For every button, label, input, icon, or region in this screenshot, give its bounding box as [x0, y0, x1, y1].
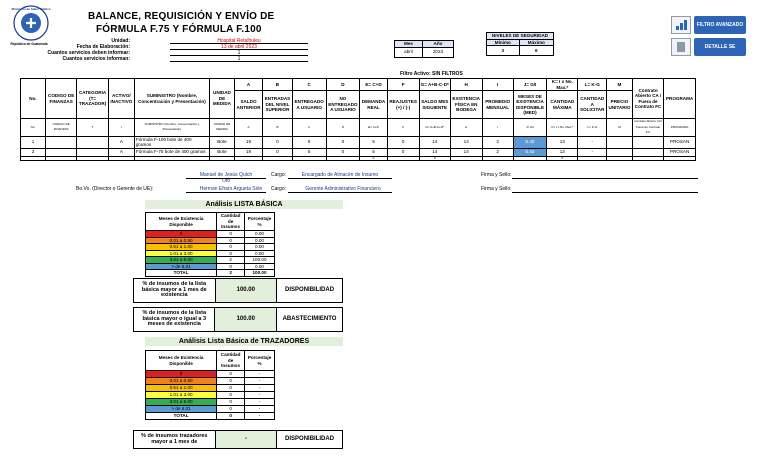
sub-cell: SUMINISTRO (Nombre, Concentración y Presentación) [134, 119, 209, 137]
analisis-trazadores-rows [146, 371, 275, 413]
letter-g: G= A+B-C-D* [419, 79, 450, 91]
cell-promedio: 2 [482, 136, 513, 148]
basica-abast-desc: % de insumos de la lista básica mayor o igual a 3 meses de existencia [134, 308, 215, 332]
sub-cell: K= I x No. Max.* [547, 119, 578, 137]
person2-cargo-line [288, 192, 392, 193]
analisis-trazadores-title: Análisis Lista Básica de TRAZADORES [145, 337, 343, 346]
analysis-row [146, 399, 275, 406]
niveles-title: NIVELES DE SEGURIDAD [487, 33, 554, 40]
traz-disp-value: - [215, 431, 277, 449]
cell-precio[interactable] [607, 148, 633, 156]
cell-categoria[interactable] [77, 148, 109, 156]
ana-basica-col-cantidad: Cantidad de Insumos [217, 213, 245, 231]
maximo-header: Máximo [519, 39, 553, 46]
sub-cell: A [234, 119, 262, 137]
servicios-deben-value[interactable]: 1 [170, 50, 308, 56]
sub-cell: H [450, 119, 482, 137]
ana-traz-total-cantidad: 0 [217, 413, 245, 420]
cell-entregado[interactable]: 5 [292, 136, 326, 148]
cell-entradas[interactable]: 0 [263, 148, 293, 156]
analysis-row [146, 378, 275, 385]
sub-cell: PROGRAMA [664, 119, 696, 137]
col-cantidad-max: CANTIDAD MÁXIMA [547, 91, 578, 119]
sub-cell: T [77, 119, 109, 137]
ana-traz-total-pct: - [245, 413, 275, 420]
basica-abastecimiento-table [133, 307, 343, 332]
main-table [20, 78, 696, 161]
minimo-value[interactable]: 3 [487, 46, 520, 56]
ana-traz-col-cantidad: Cantidad de Insumos [217, 351, 245, 371]
cell-contrato[interactable] [632, 136, 663, 148]
letter-a: A [234, 79, 262, 91]
analisis-basica-rows [146, 231, 275, 270]
letter-h: H [450, 79, 482, 91]
range-label: 0.51 a 1.00 [146, 385, 217, 392]
footer-cell [632, 156, 663, 160]
cell-no-entregado[interactable]: 0 [326, 136, 360, 148]
ana-basica-col-meses: Meses de Existencia Disponible [146, 213, 217, 231]
cell-entradas[interactable]: 0 [263, 136, 293, 148]
range-cantidad: 0 [217, 385, 245, 392]
niveles-table [486, 32, 554, 56]
footer-cell [607, 156, 633, 160]
cell-no: 2 [21, 148, 46, 156]
cell-no: 1 [21, 136, 46, 148]
col-entradas: ENTRADAS DEL NIVEL SUPERIOR [263, 91, 293, 119]
ana-traz-total-label: TOTAL [146, 413, 217, 420]
sub-cell: M [607, 119, 633, 137]
range-label: 3.01 a 6.00 [146, 399, 217, 406]
person2-cargo: Gerente Administrativo Financiero [305, 186, 381, 192]
cell-saldo-mes: 14 [419, 136, 450, 148]
svg-text:Ministerio de Salud Pública: Ministerio de Salud Pública [11, 7, 51, 11]
cell-saldo-anterior[interactable]: 19 [234, 136, 262, 148]
anio-header: Año [422, 41, 453, 48]
cell-no-entregado[interactable]: 0 [326, 148, 360, 156]
letter-k: K= I x No. Max.* [547, 79, 578, 91]
vobo-label: Bo.Vo. (Director o Gerente de UE): [76, 186, 154, 192]
mes-value[interactable]: abril [395, 47, 423, 57]
range-cantidad: 0 [217, 371, 245, 378]
range-pct: - [245, 385, 275, 392]
range-pct: - [245, 406, 275, 413]
traz-disp-desc: % de insumos trazadores mayor a 1 mes de [134, 431, 216, 449]
range-label: 0.01 a 0.50 [146, 237, 217, 244]
cell-cantidad-sol: - [578, 148, 607, 156]
table-row[interactable] [21, 136, 696, 148]
footer-mark: 0 [419, 156, 450, 160]
servicios-informan-value[interactable]: 1 [170, 56, 308, 62]
col-codigo: CODIGO DE FINANZAS [46, 79, 77, 119]
cell-reajustes[interactable]: 0 [387, 148, 419, 156]
sub-cell: L= K-G [578, 119, 607, 137]
traz-disponibilidad-table [133, 430, 343, 449]
col-entregado: ENTREGADO A USUARIO [292, 91, 326, 119]
sub-cell: E= C+D [360, 119, 387, 137]
range-cantidad: 0 [217, 378, 245, 385]
cell-existencia[interactable]: 14 [450, 136, 482, 148]
cargo-label-2: Cargo: [271, 186, 287, 192]
range-cantidad: 0 [217, 244, 245, 251]
unidad-value[interactable]: Hospital Retalhuleu [170, 38, 308, 44]
footer-cell [387, 156, 419, 160]
col-precio: PRECIO UNITARIO [607, 91, 633, 119]
basica-disp-value: 100.00 [215, 279, 277, 303]
footer-cell [209, 156, 234, 160]
col-activo: ACTIVO/ INACTIVO [108, 79, 134, 119]
ana-traz-col-meses: Meses de Existencia Disponible [146, 351, 217, 371]
basica-disponibilidad-table [133, 278, 343, 303]
firma-label-1: Firma y Sello: [481, 172, 512, 178]
analysis-row [146, 385, 275, 392]
anio-value[interactable]: 2023 [422, 47, 453, 57]
sub-cell: D [326, 119, 360, 137]
footer-mark: 0 [547, 156, 578, 160]
cell-saldo-mes: 14 [419, 148, 450, 156]
servicios-informan-label: Cuantos servicios informan: [62, 56, 130, 62]
range-pct: - [245, 392, 275, 399]
footer-mark: 0 [360, 156, 387, 160]
ana-basica-total-cantidad: 2 [217, 270, 245, 277]
filtro-avanzado-button[interactable]: FILTRO AVANZADO [694, 16, 746, 34]
cell-categoria[interactable] [77, 136, 109, 148]
minimo-header: Mínimo [487, 39, 520, 46]
cell-programa[interactable]: PROSAN [664, 148, 696, 156]
cell-meses: 5.42 [513, 148, 546, 156]
footer-cell [108, 156, 134, 160]
person1-cargo: Encargado de Almacén de Insumo [301, 172, 379, 178]
range-label: 0.51 a 1.00 [146, 244, 217, 251]
col-reajustes: REAJUSTES (+) / (-) [387, 91, 419, 119]
basica-disp-desc: % de insumos de la lista básica mayor a 1 mes de existencia [134, 279, 216, 303]
range-cantidad: 0 [217, 231, 245, 238]
sub-cell: UNIDAD DE MEDIDA [209, 119, 234, 137]
range-pct: 0.00 [245, 231, 275, 238]
cell-precio[interactable] [607, 136, 633, 148]
footer-cell [292, 156, 326, 160]
header-fields [20, 38, 308, 62]
range-cantidad: 0 [217, 263, 245, 270]
range-label: 3.01 a 6.00 [146, 257, 217, 264]
analisis-basica-table [145, 212, 275, 277]
col-suministro: SUMINISTRO (Nombre, Concentración y Presentación) [134, 79, 209, 119]
traz-disp-label: DISPONIBILIDAD [277, 431, 343, 449]
analysis-row [146, 371, 275, 378]
person1-name: Manuel de Jesús Quich Oto [199, 172, 253, 184]
ana-basica-col-pct: Porcentaje % [245, 213, 275, 231]
range-pct: 0.00 [245, 237, 275, 244]
col-promedio: PROMEDIO MENSUAL [482, 91, 513, 119]
chart-icon[interactable] [671, 16, 691, 34]
col-saldo-mes: SALDO MES SIGUIENTE [419, 91, 450, 119]
person1-cargo-line [288, 178, 392, 179]
ana-traz-col-pct: Porcentaje % [245, 351, 275, 371]
col-contrato: Contrato Abierto CA / Fuera de Contrato FC [632, 79, 663, 119]
range-pct: - [245, 378, 275, 385]
cell-meses: 5.42 [513, 136, 546, 148]
footer-cell [134, 156, 209, 160]
sub-cell: CODIGO DE FINANZAS [46, 119, 77, 137]
footer-cell [482, 156, 513, 160]
servicios-deben-label: Cuantos servicios deben informar: [47, 50, 130, 56]
maximo-value[interactable]: 6 [519, 46, 553, 56]
firma-label-2: Firma y Sello: [481, 186, 512, 192]
range-cantidad: 0 [217, 406, 245, 413]
fecha-label: Fecha de Elaboración: [76, 44, 130, 50]
title-line-2: FÓRMULA F.75 Y FÓRMULA F.100 [96, 24, 262, 35]
cargo-label-1: Cargo: [271, 172, 287, 178]
chart-icon-bar [684, 20, 687, 30]
cell-unidad[interactable]: Bote [209, 148, 234, 156]
sub-cell: I [108, 119, 134, 137]
letter-j: J= G/I [513, 79, 546, 91]
cell-cantidad-sol: - [578, 136, 607, 148]
basica-disp-label: DISPONIBILIDAD [277, 279, 343, 303]
detail-icon-shape [677, 42, 685, 52]
letter-f: F [387, 79, 419, 91]
footer-cell [77, 156, 109, 160]
footer-cell [263, 156, 293, 160]
range-label: 1.01 a 3.00 [146, 250, 217, 257]
col-categoria: CATEGORIA (T= TRAZADOR) [77, 79, 109, 119]
letter-e: E= C+D [360, 79, 387, 91]
sub-cell: G= A+B-C+D* [419, 119, 450, 137]
analysis-row [146, 392, 275, 399]
cell-promedio: 2 [482, 148, 513, 156]
cell-codigo[interactable] [46, 136, 77, 148]
range-cantidad: 0 [217, 392, 245, 399]
cell-activo[interactable]: A [108, 148, 134, 156]
cell-reajustes[interactable]: 0 [387, 136, 419, 148]
col-cantidad-sol: CANTIDAD A SOLICITAR [578, 91, 607, 119]
cell-cantidad-max: 13 [547, 136, 578, 148]
range-label: 0 [146, 231, 217, 238]
range-pct: 0.00 [245, 244, 275, 251]
range-pct: 0.00 [245, 263, 275, 270]
footer-cell [46, 156, 77, 160]
footer-cell [326, 156, 360, 160]
range-cantidad: 0 [217, 250, 245, 257]
footer-cell [21, 156, 46, 160]
range-label: 1.01 a 3.00 [146, 392, 217, 399]
col-programa: PROGRAMA [664, 79, 696, 119]
person2-name: Herman Efraín Argueta Sión [199, 186, 263, 192]
logo-subtext: República de Guatemala [10, 42, 48, 46]
fecha-value[interactable]: 13 de abril 2023 [170, 44, 308, 50]
sub-cell: Contrato Abierto CA/ Fuera de Contrato FC [634, 119, 662, 134]
col-existencia: EXISTENCIA FÍSICA EN BODEGA [450, 91, 482, 119]
cell-activo[interactable]: A [108, 136, 134, 148]
footer-cell [664, 156, 696, 160]
range-label: > de 6.01 [146, 263, 217, 270]
sub-cell: C [292, 119, 326, 137]
person1-line [186, 178, 266, 179]
range-pct: - [245, 399, 275, 406]
range-pct: - [245, 371, 275, 378]
footer-cell [234, 156, 262, 160]
cell-existencia[interactable]: 14 [450, 148, 482, 156]
cell-demanda: 5 [360, 136, 387, 148]
letter-b: B [263, 79, 293, 91]
letter-m: M [607, 79, 633, 91]
cell-saldo-anterior[interactable]: 19 [234, 148, 262, 156]
chart-icon-bar [680, 23, 683, 30]
ana-basica-total-pct: 100.00 [245, 270, 275, 277]
range-cantidad: 0 [217, 399, 245, 406]
title-line-1: BALANCE, REQUISICIÓN Y ENVÍO DE [88, 11, 275, 22]
cell-codigo[interactable] [46, 148, 77, 156]
detail-icon[interactable] [671, 38, 691, 56]
col-no-entregado: NO ENTREGADO A USUARIO [326, 91, 360, 119]
range-pct: 100.00 [245, 257, 275, 264]
sub-cell: I [482, 119, 513, 137]
sub-cell: J= G/I [513, 119, 546, 137]
page-title [88, 10, 274, 36]
letter-d: D [326, 79, 360, 91]
cell-contrato[interactable] [632, 148, 663, 156]
person2-line [186, 192, 266, 193]
chart-icon-bar [676, 26, 679, 30]
ana-basica-total-label: TOTAL [146, 270, 217, 277]
cell-programa[interactable]: PROSAN [664, 136, 696, 148]
range-cantidad: 2 [217, 257, 245, 264]
firma-line-1[interactable] [512, 178, 698, 179]
range-cantidad: 0 [217, 237, 245, 244]
cell-unidad[interactable]: Bote [209, 136, 234, 148]
firma-line-2[interactable] [512, 192, 698, 193]
basica-abast-label: ABASTECIMIENTO [277, 308, 343, 332]
cell-suministro[interactable]: Fórmula F-75 bote de 400 gramos [134, 148, 209, 156]
range-pct: 0.00 [245, 250, 275, 257]
period-table [394, 40, 454, 58]
range-label: 0 [146, 371, 217, 378]
analysis-row [146, 406, 275, 413]
letter-i: I [482, 79, 513, 91]
footer-cell [513, 156, 546, 160]
col-saldo-anterior: SALDO ANTERIOR [234, 91, 262, 119]
table-footer-row [21, 156, 696, 160]
cell-suministro[interactable]: Fórmula F-100 bote de 400 gramos [134, 136, 209, 148]
detalle-se-button[interactable]: DETALLE SE [694, 38, 746, 56]
subheader-row [21, 119, 696, 137]
cell-demanda: 5 [360, 148, 387, 156]
basica-abast-value: 100.00 [215, 308, 277, 332]
col-demanda: DEMANDA REAL [360, 91, 387, 119]
letters-row [21, 79, 696, 91]
mes-header: Mes [395, 41, 423, 48]
unidad-label: Unidad: [111, 38, 130, 44]
analisis-trazadores-table [145, 350, 275, 420]
col-unidad: UNIDAD DE MEDIDA [209, 79, 234, 119]
footer-cell [450, 156, 482, 160]
filtro-activo-status: Filtro Activo: SIN FILTROS [400, 71, 463, 77]
sub-cell: No. [21, 119, 46, 137]
range-label: 0.01 a 0.50 [146, 378, 217, 385]
sub-cell: F [387, 119, 419, 137]
sub-cell: B [263, 119, 293, 137]
letter-c: C [292, 79, 326, 91]
range-label: > de 6.01 [146, 406, 217, 413]
cell-cantidad-max: 13 [547, 148, 578, 156]
footer-cell [578, 156, 607, 160]
col-no: No. [21, 79, 46, 119]
col-meses: MESES DE EXISTENCIA DISPONIBLE (MED) [513, 91, 546, 119]
letter-l: L= K-G [578, 79, 607, 91]
analisis-basica-title: Análisis LISTA BÁSICA [145, 200, 343, 209]
table-row[interactable] [21, 148, 696, 156]
cell-entregado[interactable]: 5 [292, 148, 326, 156]
